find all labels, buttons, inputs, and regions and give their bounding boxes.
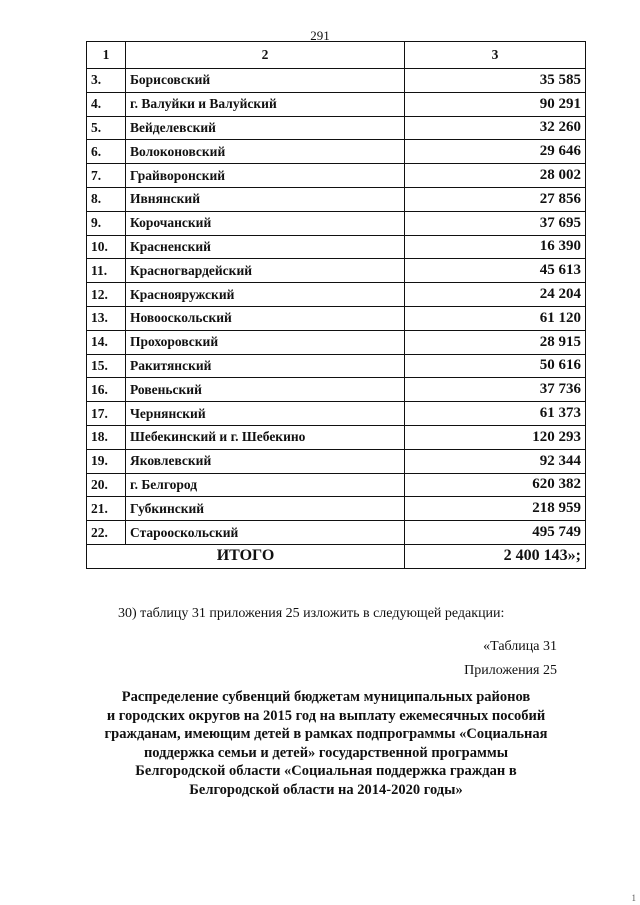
title-line: и городских округов на 2015 год на выплату ежемесячных пособий: [106, 707, 546, 724]
district-name: Ровеньский: [126, 378, 405, 402]
document-title: [80, 688, 572, 799]
row-number: 19.: [87, 449, 126, 473]
table-row: [87, 259, 586, 283]
subvention-value: 28 915: [405, 330, 586, 354]
district-name: Волоконовский: [126, 140, 405, 164]
row-number: 12.: [87, 283, 126, 307]
table-row: [87, 283, 586, 307]
subvention-value: 37 695: [405, 211, 586, 235]
row-number: 11.: [87, 259, 126, 283]
row-number: 13.: [87, 306, 126, 330]
table-row: [87, 330, 586, 354]
row-number: 16.: [87, 378, 126, 402]
subvention-value: 24 204: [405, 283, 586, 307]
title-line: гражданам, имеющим детей в рамках подпрограммы «Социальная: [104, 726, 548, 742]
table-row: [87, 140, 586, 164]
district-name: Яковлевский: [126, 449, 405, 473]
table-row: [87, 69, 586, 93]
subvention-value: 61 373: [405, 402, 586, 426]
header-col-3: 3: [405, 42, 586, 69]
title-line: поддержка семьи и детей» государственной программы: [143, 744, 509, 761]
row-number: 8.: [87, 187, 126, 211]
row-number: 9.: [87, 211, 126, 235]
row-number: 15.: [87, 354, 126, 378]
title-line: Белгородской области «Социальная поддержка граждан в: [135, 763, 517, 779]
total-value: 2 400 143»;: [405, 544, 586, 568]
subvention-value: 92 344: [405, 449, 586, 473]
row-number: 6.: [87, 140, 126, 164]
table-row: [87, 187, 586, 211]
subvention-value: 50 616: [405, 354, 586, 378]
row-number: 17.: [87, 402, 126, 426]
table-row: [87, 521, 586, 545]
district-name: Старооскольский: [126, 521, 405, 545]
district-name: Грайворонский: [126, 164, 405, 188]
subvention-value: 495 749: [405, 521, 586, 545]
table-row: [87, 92, 586, 116]
row-number: 4.: [87, 92, 126, 116]
district-name: Красненский: [126, 235, 405, 259]
subvention-value: 45 613: [405, 259, 586, 283]
table-row: [87, 449, 586, 473]
table-header-row: [87, 42, 586, 69]
subvention-value: 32 260: [405, 116, 586, 140]
appendix-reference: Приложения 25: [464, 663, 557, 678]
subvention-value: 27 856: [405, 187, 586, 211]
district-name: Борисовский: [126, 69, 405, 93]
subvention-value: 61 120: [405, 306, 586, 330]
district-name: г. Белгород: [126, 473, 405, 497]
header-col-1: 1: [87, 42, 126, 69]
row-number: 21.: [87, 497, 126, 521]
table-row: [87, 497, 586, 521]
row-number: 3.: [87, 69, 126, 93]
district-name: г. Валуйки и Валуйский: [126, 92, 405, 116]
edge-mark: 1: [631, 893, 636, 903]
row-number: 18.: [87, 425, 126, 449]
row-number: 10.: [87, 235, 126, 259]
subvention-value: 120 293: [405, 425, 586, 449]
district-name: Краснояружский: [126, 283, 405, 307]
subvention-value: 37 736: [405, 378, 586, 402]
district-name: Шебекинский и г. Шебекино: [126, 425, 405, 449]
table-row: [87, 378, 586, 402]
district-name: Ивнянский: [126, 187, 405, 211]
subvention-value: 28 002: [405, 164, 586, 188]
table-row: [87, 164, 586, 188]
table-row: [87, 306, 586, 330]
district-name: Новооскольский: [126, 306, 405, 330]
district-name: Чернянский: [126, 402, 405, 426]
subvention-value: 29 646: [405, 140, 586, 164]
row-number: 22.: [87, 521, 126, 545]
row-number: 5.: [87, 116, 126, 140]
subvention-value: 35 585: [405, 69, 586, 93]
subvention-table: [86, 41, 586, 569]
page-number: 291: [310, 28, 330, 43]
row-number: 7.: [87, 164, 126, 188]
subvention-value: 16 390: [405, 235, 586, 259]
table-reference: «Таблица 31: [483, 639, 557, 654]
row-number: 14.: [87, 330, 126, 354]
district-name: Губкинский: [126, 497, 405, 521]
title-line: Белгородской области на 2014-2020 годы»: [189, 781, 463, 798]
table-row: [87, 425, 586, 449]
total-row: [87, 544, 586, 568]
row-number: 20.: [87, 473, 126, 497]
title-line: Распределение субвенций бюджетам муниципальных районов: [121, 689, 531, 705]
table-row: [87, 211, 586, 235]
table-row: [87, 116, 586, 140]
total-label: ИТОГО: [87, 544, 405, 568]
instruction-text: 30) таблицу 31 приложения 25 изложить в следующей редакции:: [118, 606, 505, 621]
district-name: Вейделевский: [126, 116, 405, 140]
table-row: [87, 473, 586, 497]
district-name: Ракитянский: [126, 354, 405, 378]
table-row: [87, 235, 586, 259]
table-row: [87, 402, 586, 426]
district-name: Прохоровский: [126, 330, 405, 354]
subvention-value: 620 382: [405, 473, 586, 497]
subvention-value: 218 959: [405, 497, 586, 521]
table-row: [87, 354, 586, 378]
subvention-value: 90 291: [405, 92, 586, 116]
district-name: Корочанский: [126, 211, 405, 235]
district-name: Красногвардейский: [126, 259, 405, 283]
header-col-2: 2: [126, 42, 405, 69]
